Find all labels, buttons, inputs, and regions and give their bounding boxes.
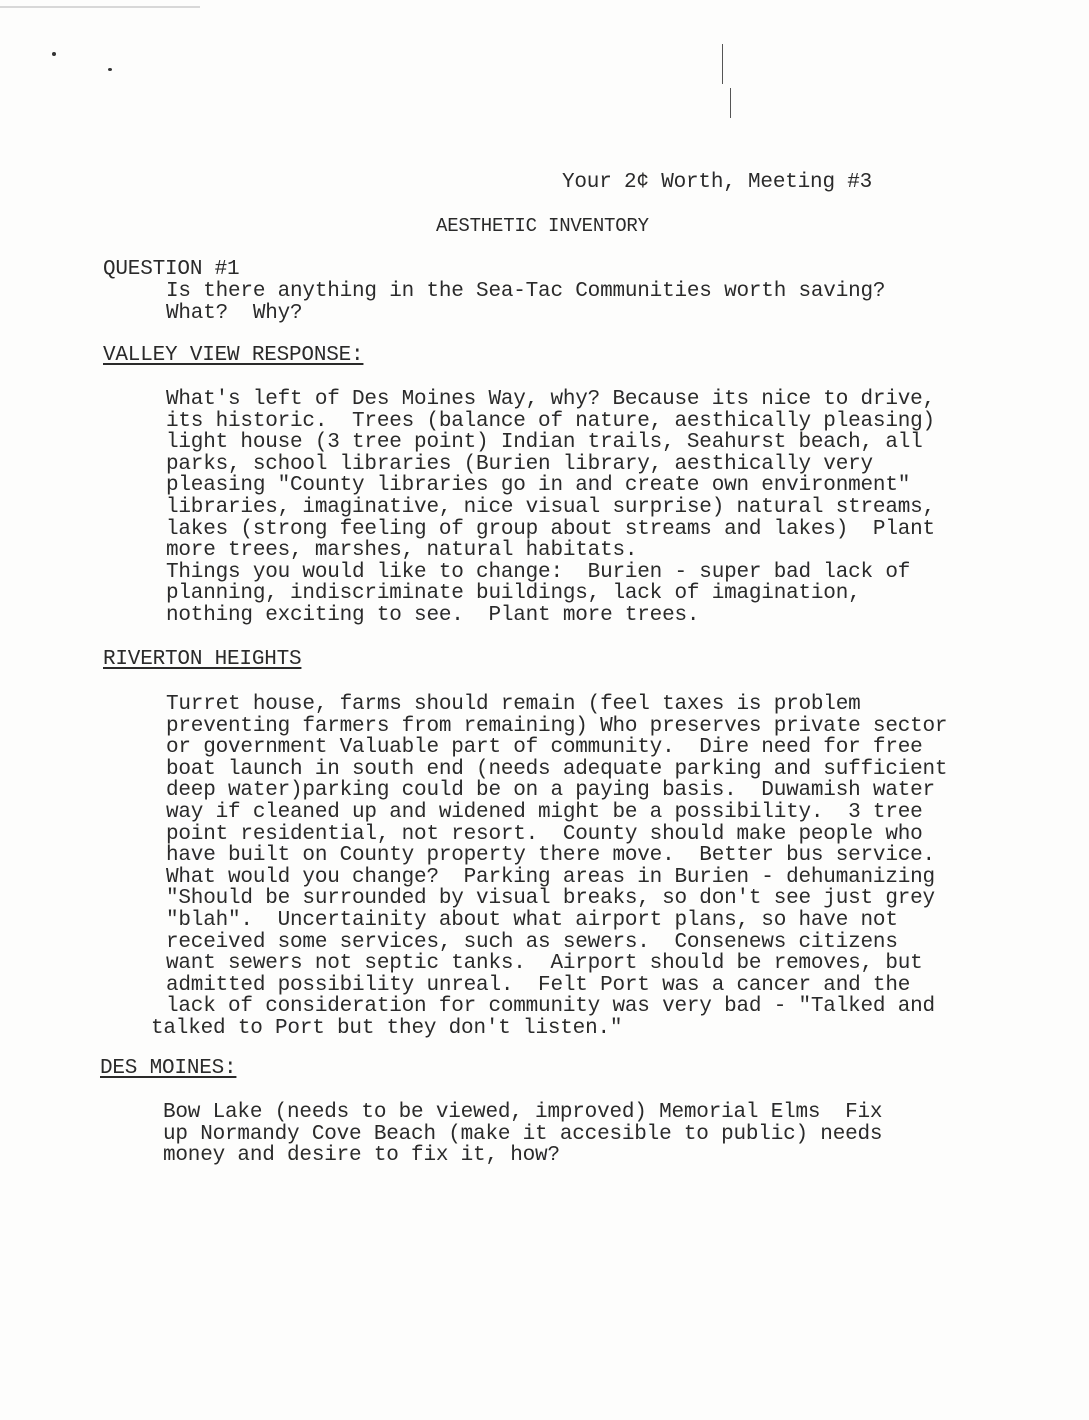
body-line: deep water)parking could be on a paying basis. Duwamish water [166, 779, 935, 803]
body-line: What's left of Des Moines Way, why? Because its nice to drive, [166, 388, 935, 411]
body-line: libraries, imaginative, nice visual surprise) natural streams, [166, 495, 935, 519]
body-line: want sewers not septic tanks. Airport should be removes, but [166, 952, 923, 976]
body-line: lack of consideration for community was very bad - "Talked and [166, 995, 935, 1019]
document-title: AESTHETIC INVENTORY [436, 215, 649, 237]
stray-dot-mark [52, 52, 56, 56]
body-line: "Should be surrounded by visual breaks, so don't see just grey [166, 887, 935, 911]
section-body-riverton-heights [151, 693, 948, 1040]
body-line: more trees, marshes, natural habitats. [166, 539, 638, 563]
body-line: "blah". Uncertainity about what airport plans, so have not [166, 908, 898, 932]
body-line: or government Valuable part of community. Dire need for free [166, 736, 923, 760]
pen-stroke-mark [722, 44, 723, 84]
section-heading-riverton-heights: RIVERTON HEIGHTS [103, 648, 302, 671]
section-heading-valley-view: VALLEY VIEW RESPONSE: [103, 344, 364, 367]
body-line: light house (3 tree point) Indian trails, Seahurst beach, all [166, 431, 923, 455]
section-body-valley-view [166, 389, 935, 627]
pen-stroke-mark-lower [730, 88, 731, 118]
body-line: boat launch in south end (needs adequate parking and sufficient [166, 757, 948, 781]
body-line: planning, indiscriminate buildings, lack of imagination, [166, 582, 861, 606]
body-line: have built on County property there move. Better bus service. [166, 844, 935, 868]
body-line: pleasing "County libraries go in and create own environment" [166, 474, 911, 498]
body-line: its historic. Trees (balance of nature, aesthically pleasing) [166, 409, 935, 433]
body-line: admitted possibility unreal. Felt Port was a cancer and the [166, 973, 911, 997]
question-text [166, 281, 885, 324]
body-line: nothing exciting to see. Plant more trees. [166, 603, 700, 627]
section-body-des-moines [163, 1102, 882, 1167]
section-heading-des-moines: DES MOINES: [100, 1057, 237, 1080]
body-line: way if cleaned up and widened might be a possibility. 3 tree [166, 800, 923, 824]
body-line: Turret house, farms should remain (feel taxes is problem [166, 693, 861, 716]
body-line: up Normandy Cove Beach (make it accesible to public) needs [163, 1122, 883, 1146]
stray-dot-mark-small [108, 68, 112, 71]
body-line: Bow Lake (needs to be viewed, improved) Memorial Elms Fix [163, 1101, 883, 1124]
question-line: Is there anything in the Sea-Tac Communities worth saving? [166, 280, 886, 303]
body-line: talked to Port but they don't listen." [151, 1016, 623, 1040]
body-line: preventing farmers from remaining) Who preserves private sector [166, 714, 948, 738]
meeting-title: Your 2¢ Worth, Meeting #3 [562, 171, 873, 194]
question-label: QUESTION #1 [103, 258, 240, 281]
body-line: parks, school libraries (Burien library, aesthically very [166, 452, 873, 476]
question-line: What? Why? [166, 301, 303, 325]
body-line: lakes (strong feeling of group about streams and lakes) Plant [166, 517, 935, 541]
scan-smudge-top [0, 6, 200, 8]
body-line: What would you change? Parking areas in Burien - dehumanizing [166, 865, 935, 889]
body-line: received some services, such as sewers. Consenews citizens [166, 930, 898, 954]
body-line: point residential, not resort. County should make people who [166, 822, 923, 846]
body-line: Things you would like to change: Burien - super bad lack of [166, 560, 911, 584]
body-line: money and desire to fix it, how? [163, 1144, 560, 1168]
